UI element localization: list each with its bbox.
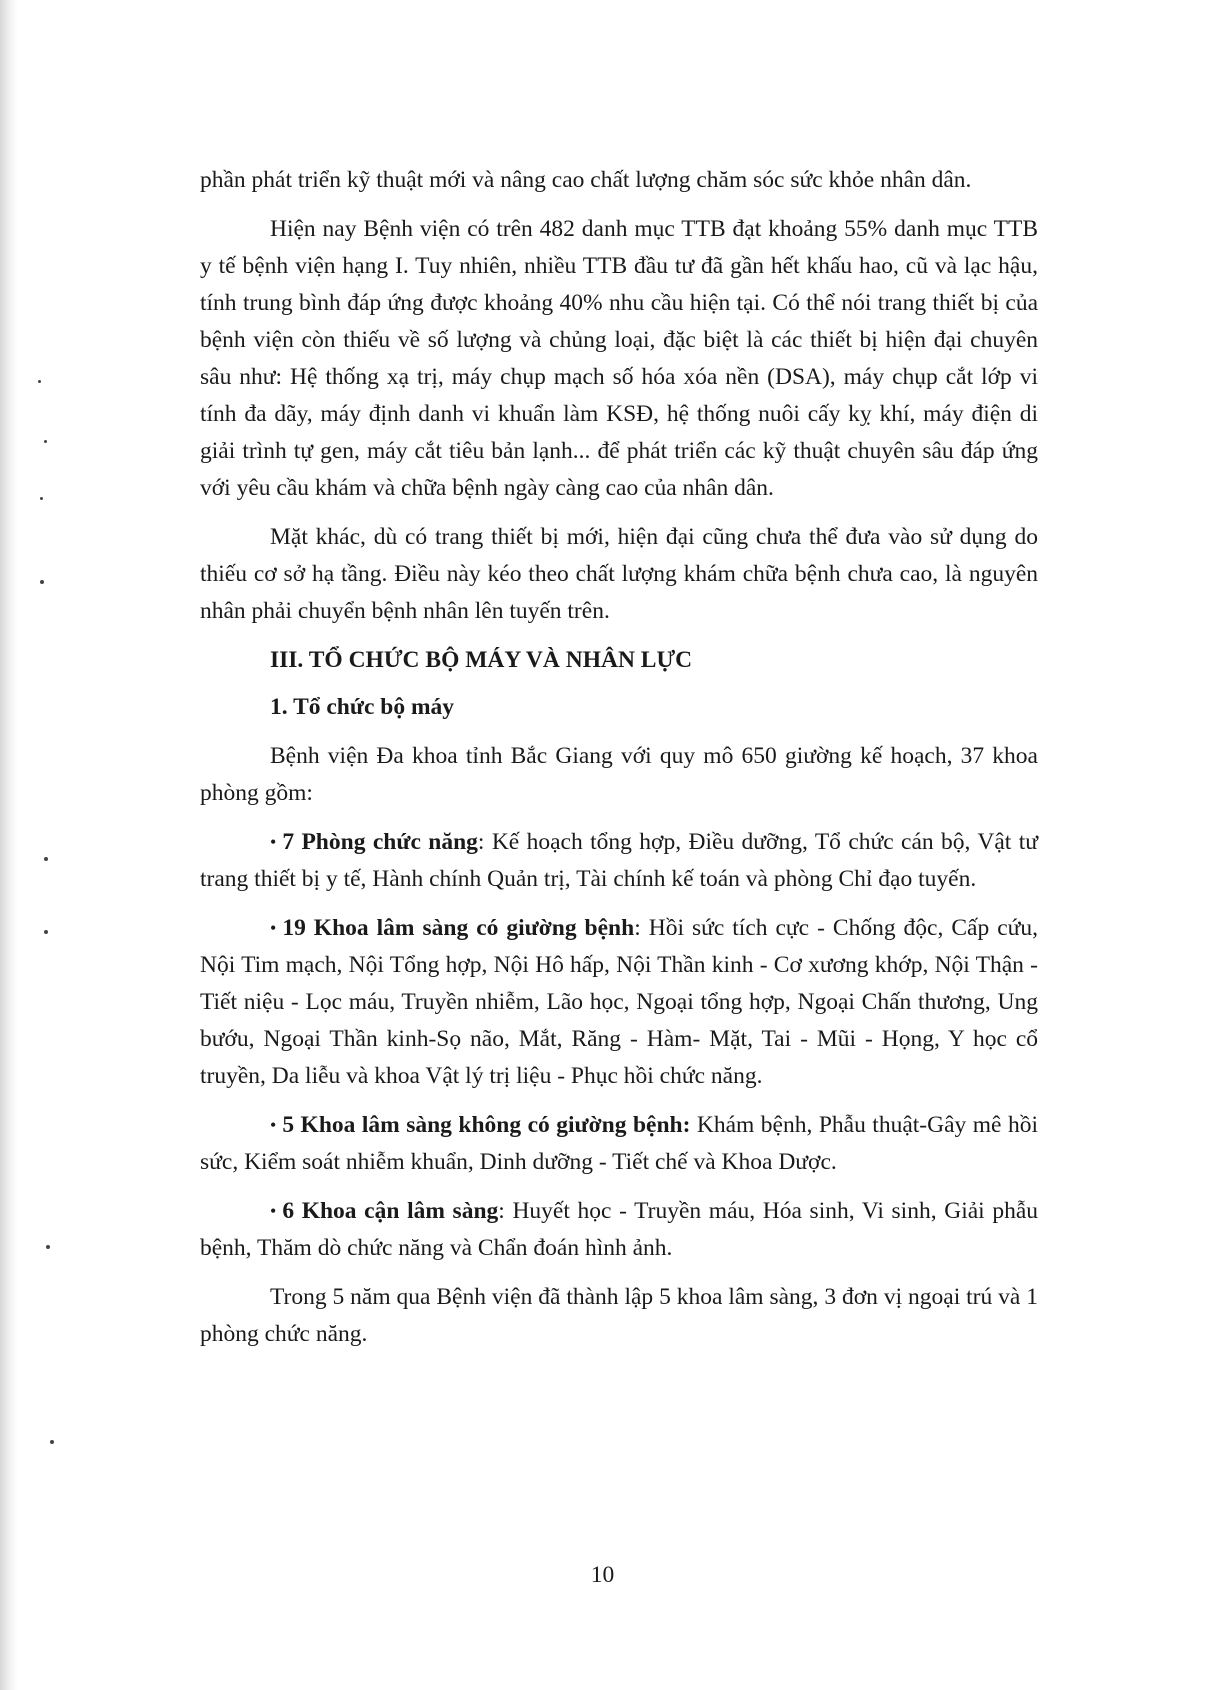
scan-speck — [40, 580, 44, 584]
scan-speck — [44, 857, 48, 861]
bullet-item — [200, 1193, 1038, 1267]
page-number: 10 — [590, 1562, 615, 1588]
bullet-label: 5 Khoa lâm sàng không có giường bệnh: — [282, 1112, 691, 1138]
subsection-heading: 1. Tổ chức bộ máy — [270, 694, 455, 720]
section-heading: III. TỔ CHỨC BỘ MÁY VÀ NHÂN LỰC — [270, 647, 693, 673]
scan-speck — [44, 440, 47, 443]
paragraph-equipment: Hiện nay Bệnh viện có trên 482 danh mục TTB đạt khoảng 55% danh mục TTB y tế bệnh viện hạng I. Tuy nhiên, nhiều TTB đầu tư đã gần hết khấu hao, cũ và lạc hậu, tính trung bình đáp ứng được khoảng 40% nhu cầu hiện tại. Có thể nói trang thiết bị của bệnh viện còn thiếu về số lượng và chủng loại, đặc biệt là các thiết bị hiện đại chuyên sâu như: Hệ thống xạ trị, máy chụp mạch số hóa xóa nền (DSA), máy chụp cắt lớp vi tính đa dãy, máy định danh vi khuẩn làm KSĐ, hệ thống nuôi cấy kỵ khí, máy điện di giải trình tự gen, máy cắt tiêu bản lạnh... để phát triển các kỹ thuật chuyên sâu đáp ứng với yêu cầu khám và chữa bệnh ngày càng cao của nhân dân. — [200, 216, 1038, 501]
bullet-separator: : — [477, 829, 485, 855]
bullet-label: 6 Khoa cận lâm sàng — [282, 1198, 499, 1224]
bullet-icon: • — [270, 1115, 277, 1135]
paragraph-new-units: Trong 5 năm qua Bệnh viện đã thành lập 5 khoa lâm sàng, 3 đơn vị ngoại trú và 1 phòng chức năng. — [200, 1284, 1038, 1347]
bullet-label: 7 Phòng chức năng — [282, 829, 478, 855]
bullet-text: Huyết học - Truyền máu, Hóa sinh, Vi sinh, Giải phẫu bệnh, Thăm dò chức năng và Chẩn đoán hình ảnh. — [200, 1198, 1038, 1261]
paragraph-continuation: phần phát triển kỹ thuật mới và nâng cao chất lượng chăm sóc sức khỏe nhân dân. — [200, 167, 972, 193]
scan-speck — [40, 497, 43, 500]
scan-edge-shadow — [0, 0, 18, 1690]
document-body — [200, 162, 1038, 1353]
bullet-icon: • — [270, 918, 277, 938]
bullet-text: Hồi sức tích cực - Chống độc, Cấp cứu, Nội Tim mạch, Nội Tổng hợp, Nội Hô hấp, Nội Thần kinh - Cơ xương khớp, Nội Thận - Tiết niệu - Lọc máu, Truyền nhiễm, Lão học, Ngoại tổng hợp, Ngoại Chấn thương, Ung bướu, Ngoại Thần kinh-Sọ não, Mắt, Răng - Hàm- Mặt, Tai - Mũi - Họng, Y học cổ truyền, Da liễu và khoa Vật lý trị liệu - Phục hồi chức năng. — [200, 915, 1038, 1089]
bullet-icon: • — [270, 832, 277, 852]
bullet-item — [200, 910, 1038, 1095]
bullet-separator: : — [498, 1198, 505, 1224]
scan-speck — [50, 1440, 54, 1444]
paragraph-infrastructure: Mặt khác, dù có trang thiết bị mới, hiện đại cũng chưa thể đưa vào sử dụng do thiếu cơ sở hạ tầng. Điều này kéo theo chất lượng khám chữa bệnh chưa cao, là nguyên nhân phải chuyển bệnh nhân lên tuyến trên. — [200, 524, 1038, 624]
paragraph-hospital-scale: Bệnh viện Đa khoa tỉnh Bắc Giang với quy mô 650 giường kế hoạch, 37 khoa phòng gồm: — [200, 743, 1038, 806]
bullet-text: Kế hoạch tổng hợp, Điều dưỡng, Tổ chức cán bộ, Vật tư trang thiết bị y tế, Hành chính Quản trị, Tài chính kế toán và phòng Chỉ đạo tuyến. — [200, 829, 1038, 892]
bullet-separator: : — [634, 915, 641, 941]
bullet-icon: • — [270, 1201, 277, 1221]
scan-speck — [44, 930, 48, 934]
scan-speck — [46, 1245, 50, 1249]
bullet-item — [200, 1107, 1038, 1181]
bullet-text: Khám bệnh, Phẫu thuật-Gây mê hồi sức, Kiểm soát nhiễm khuẩn, Dinh dưỡng - Tiết chế và Khoa Dược. — [200, 1112, 1038, 1175]
bullet-label: 19 Khoa lâm sàng có giường bệnh — [282, 915, 635, 941]
bullet-item — [200, 824, 1038, 898]
scan-speck — [38, 380, 41, 383]
